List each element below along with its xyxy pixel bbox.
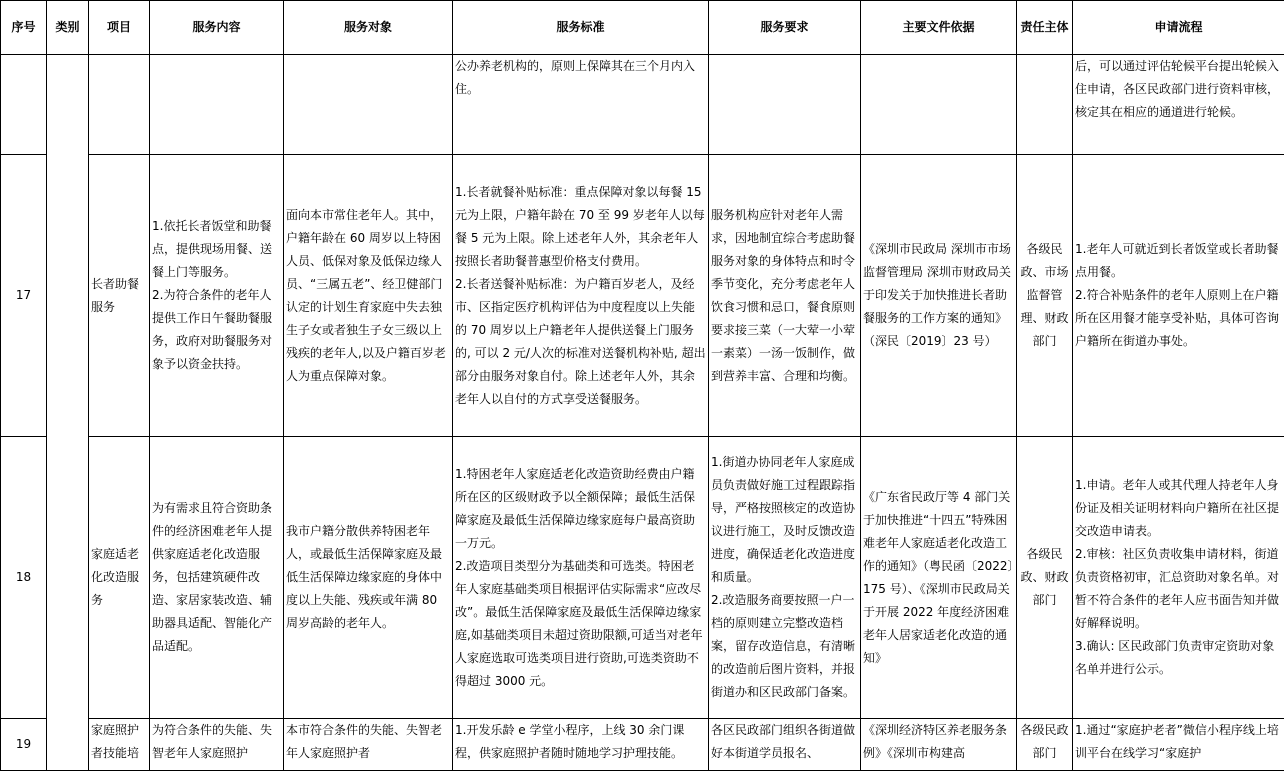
cell-standard: [453, 719, 709, 771]
text-paragraph: 2.长者送餐补贴标准：为户籍百岁老人，及经市、区指定医疗机构评估为中度程度以上失能的 70 周岁以上户籍老年人提供送餐上门服务的, 可以 2 元/人次的标准对送餐机构补贴, 超出部分由服务对象自付。除上述老年人外，其余老年人以自付的方式享受送餐服务。: [455, 273, 706, 411]
cell-basis: [861, 437, 1017, 719]
header-process: 申请流程: [1073, 1, 1284, 55]
cell-project: [89, 55, 150, 155]
cell-category: [47, 55, 89, 771]
cell-no: 17: [1, 155, 47, 437]
cell-standard: [453, 437, 709, 719]
header-target: 服务对象: [284, 1, 453, 55]
cell-process: [1073, 55, 1284, 155]
header-category: 类别: [47, 1, 89, 55]
cell-project: 家庭适老化改造服务: [89, 437, 150, 719]
text-paragraph: 为符合条件的失能、失智老年人家庭照护: [152, 719, 281, 765]
text-paragraph: 1.依托长者饭堂和助餐点，提供现场用餐、送餐上门等服务。: [152, 215, 281, 284]
cell-requirement: [709, 719, 861, 771]
header-content: 服务内容: [150, 1, 284, 55]
text-paragraph: 1.街道办协同老年人家庭成员负责做好施工过程跟踪指导，严格按照核定的改造协议进行施工，及时反馈改造进度，确保适老化改造进度和质量。: [711, 451, 858, 589]
cell-basis: [861, 155, 1017, 437]
cell-responsible: [1017, 55, 1073, 155]
table-row: [1, 719, 1284, 771]
text-paragraph: 《广东省民政厅等 4 部门关于加快推进“十四五”特殊困难老年人家庭适老化改造工作的通知》（粤民函〔2022〕175 号）、《深圳市民政局关于开展 2022 年度经济困难老年人居家适老化改造的通知》: [863, 486, 1014, 670]
cell-standard: [453, 55, 709, 155]
text-paragraph: 1.长者就餐补贴标准：重点保障对象以每餐 15 元为上限，户籍年龄在 70 至 99 岁老年人以每餐 5 元为上限。除上述老年人外，其余老年人按照长者助餐普惠型价格支付费用。: [455, 181, 706, 273]
cell-process: [1073, 437, 1284, 719]
cell-standard: [453, 155, 709, 437]
cell-no: [1, 55, 47, 155]
cell-basis: [861, 55, 1017, 155]
cell-no: 18: [1, 437, 47, 719]
cell-project: 家庭照护者技能培: [89, 719, 150, 771]
cell-basis: [861, 719, 1017, 771]
cell-responsible: 各级民政部门: [1017, 719, 1073, 771]
cell-project: 长者助餐服务: [89, 155, 150, 437]
text-paragraph: 2.审核：社区负责收集申请材料，街道负责资格初审，汇总资助对象名单。对暂不符合条件的老年人应书面告知并做好解释说明。: [1075, 543, 1282, 635]
text-paragraph: 1.开发乐龄 e 学堂小程序，上线 30 余门课程，供家庭照护者随时随地学习护理技能。: [455, 719, 706, 765]
text-paragraph: 面向本市常住老年人。其中，户籍年龄在 60 周岁以上特困人员、低保对象及低保边缘人员、“三属五老”、经卫健部门认定的计划生育家庭中失去独生子女或者独生子女三级以上残疾的老年人,以及户籍百岁老人为重点保障对象。: [286, 204, 450, 388]
cell-requirement: [709, 437, 861, 719]
table-row: [1, 55, 1284, 155]
header-project: 项目: [89, 1, 150, 55]
text-paragraph: 《深圳经济特区养老服务条例》《深圳市构建高: [863, 719, 1014, 765]
cell-no: 19: [1, 719, 47, 771]
cell-process: [1073, 155, 1284, 437]
cell-content: [150, 55, 284, 155]
header-responsible: 责任主体: [1017, 1, 1073, 55]
text-paragraph: 2.为符合条件的老年人提供工作日午餐助餐服务，政府对助餐服务对象予以资金扶持。: [152, 284, 281, 376]
header-no: 序号: [1, 1, 47, 55]
text-paragraph: 1.老年人可就近到长者饭堂或长者助餐点用餐。: [1075, 238, 1282, 284]
text-paragraph: 3.确认: 区民政部门负责审定资助对象名单并进行公示。: [1075, 635, 1282, 681]
text-paragraph: 2.改造服务商要按照一户一档的原则建立完整改造档案，留存改造信息，有清晰的改造前后图片资料，并报街道办和区民政部门备案。: [711, 589, 858, 704]
cell-target: [284, 55, 453, 155]
cell-content: [150, 719, 284, 771]
cell-requirement: [709, 55, 861, 155]
text-paragraph: 1.申请。老年人或其代理人持老年人身份证及相关证明材料向户籍所在社区提交改造申请表。: [1075, 474, 1282, 543]
text-paragraph: 我市户籍分散供养特困老年人，或最低生活保障家庭及最低生活保障边缘家庭的身体中度以上失能、残疾或年满 80 周岁高龄的老年人。: [286, 520, 450, 635]
cell-target: [284, 437, 453, 719]
cell-process: [1073, 719, 1284, 771]
table-row: [1, 437, 1284, 719]
cell-content: [150, 437, 284, 719]
cell-target: [284, 155, 453, 437]
cell-requirement: [709, 155, 861, 437]
text-paragraph: 1.特困老年人家庭适老化改造资助经费由户籍所在区的区级财政予以全额保障；最低生活保障家庭及最低生活保障边缘家庭每户最高资助一万元。: [455, 463, 706, 555]
text-paragraph: 《深圳市民政局 深圳市市场监督管理局 深圳市财政局关于印发关于加快推进长者助餐服务的工作方案的通知》（深民〔2019〕23 号）: [863, 238, 1014, 353]
text-paragraph: 1.通过“家庭护老者”微信小程序线上培训平台在线学习“家庭护: [1075, 719, 1282, 765]
text-paragraph: 2.改造项目类型分为基础类和可选类。特困老年人家庭基础类项目根据评估实际需求“应改尽改”。最低生活保障家庭及最低生活保障边缘家庭,如基础类项目未超过资助限额,可适当对老年人家庭选取可选类项目进行资助,可选类资助不得超过 3000 元。: [455, 555, 706, 693]
text-paragraph: 服务机构应针对老年人需求，因地制宜综合考虑助餐服务对象的身体特点和时令季节变化，充分考虑老年人饮食习惯和忌口，餐食原则要求接三菜（一大荤一小荤一素菜）一汤一饭制作，做到营养丰富、合理和均衡。: [711, 204, 858, 388]
header-requirement: 服务要求: [709, 1, 861, 55]
cell-responsible: 各级民政、市场监督管理、财政部门: [1017, 155, 1073, 437]
text-paragraph: 2.符合补贴条件的老年人原则上在户籍所在区用餐才能享受补贴，具体可咨询户籍所在街道办事处。: [1075, 284, 1282, 353]
text-paragraph: 为有需求且符合资助条件的经济困难老年人提供家庭适老化改造服务，包括建筑硬件改造、家居家装改造、辅助器具适配、智能化产品适配。: [152, 497, 281, 658]
text-paragraph: 后，可以通过评估轮候平台提出轮候入住申请，各区民政部门进行资料审核，核定其在相应的通道进行轮候。: [1075, 55, 1282, 124]
header-basis: 主要文件依据: [861, 1, 1017, 55]
header-row: [1, 1, 1284, 55]
text-paragraph: 各区民政部门组织各街道做好本街道学员报名、: [711, 719, 858, 765]
cell-content: [150, 155, 284, 437]
cell-responsible: 各级民政、财政部门: [1017, 437, 1073, 719]
text-paragraph: 本市符合条件的失能、失智老年人家庭照护者: [286, 719, 450, 765]
header-standard: 服务标准: [453, 1, 709, 55]
text-paragraph: 公办养老机构的，原则上保障其在三个月内入住。: [455, 55, 706, 101]
cell-target: [284, 719, 453, 771]
table-row: [1, 155, 1284, 437]
